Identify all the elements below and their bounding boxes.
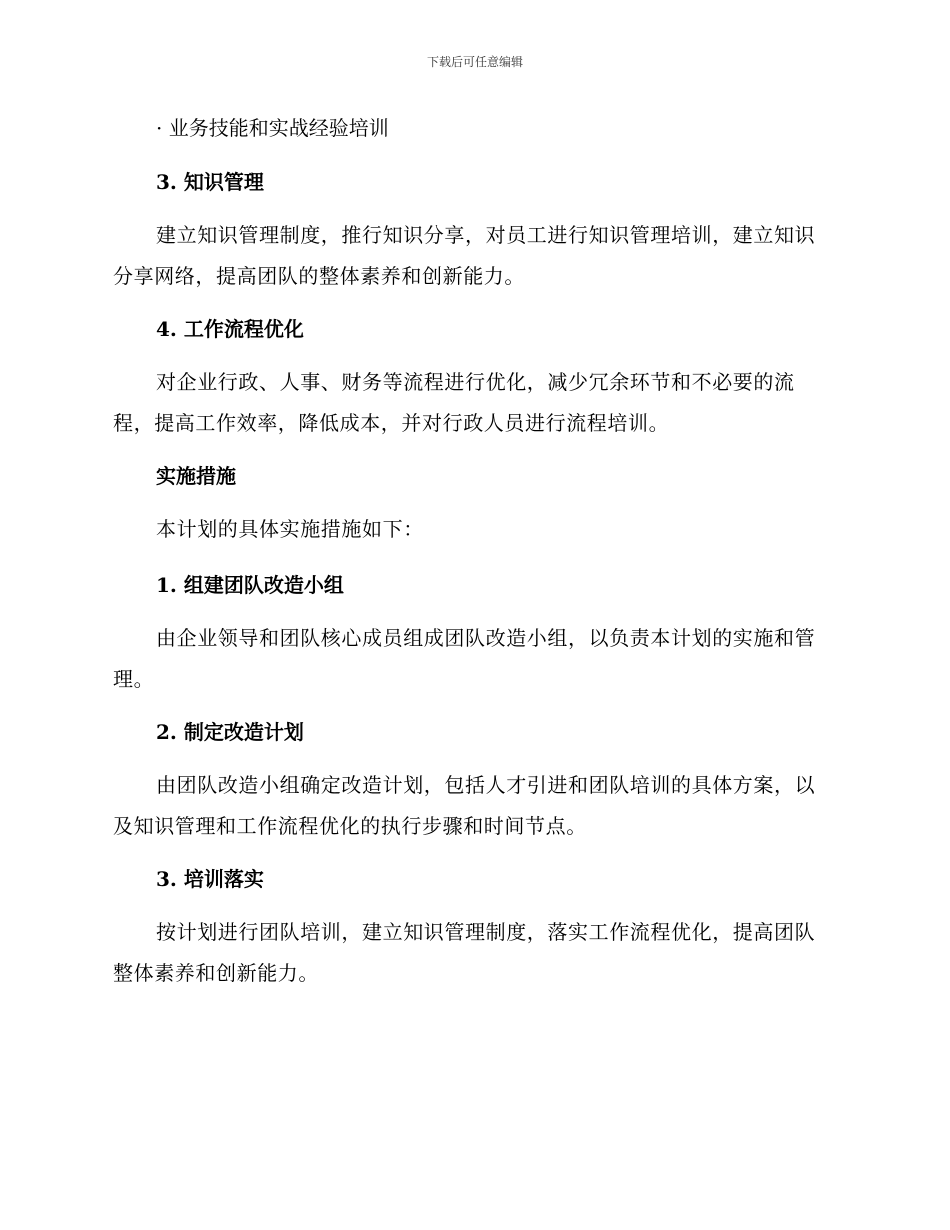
section-heading-workflow-optimization: 4. 工作流程优化 [156, 317, 304, 341]
step-heading-form-team: 1. 组建团队改造小组 [156, 573, 344, 597]
section-heading-implementation: 实施措施 [156, 464, 236, 488]
page-header-note: 下载后可任意编辑 [426, 55, 523, 69]
section-heading-knowledge-management: 3. 知识管理 [156, 170, 264, 194]
paragraph-form-team: 由企业领导和团队核心成员组成团队改造小组，以负责本计划的实施和管理。 [113, 626, 816, 691]
paragraph-workflow-optimization: 对企业行政、人事、财务等流程进行优化，减少冗余环节和不必要的流程，提高工作效率，降低成本，并对行政人员进行流程培训。 [113, 370, 795, 435]
document-body [113, 112, 833, 1010]
step-heading-training: 3. 培训落实 [156, 867, 264, 891]
step-heading-make-plan: 2. 制定改造计划 [156, 720, 304, 744]
bullet-item-training: · 业务技能和实战经验培训 [156, 116, 389, 140]
paragraph-training: 按计划进行团队培训，建立知识管理制度，落实工作流程优化，提高团队整体素养和创新能力。 [113, 920, 816, 985]
paragraph-implementation-intro: 本计划的具体实施措施如下： [156, 517, 424, 541]
paragraph-make-plan: 由团队改造小组确定改造计划，包括人才引进和团队培训的具体方案，以及知识管理和工作流程优化的执行步骤和时间节点。 [113, 773, 816, 838]
paragraph-knowledge-management: 建立知识管理制度，推行知识分享，对员工进行知识管理培训，建立知识分享网络，提高团队的整体素养和创新能力。 [113, 223, 816, 288]
